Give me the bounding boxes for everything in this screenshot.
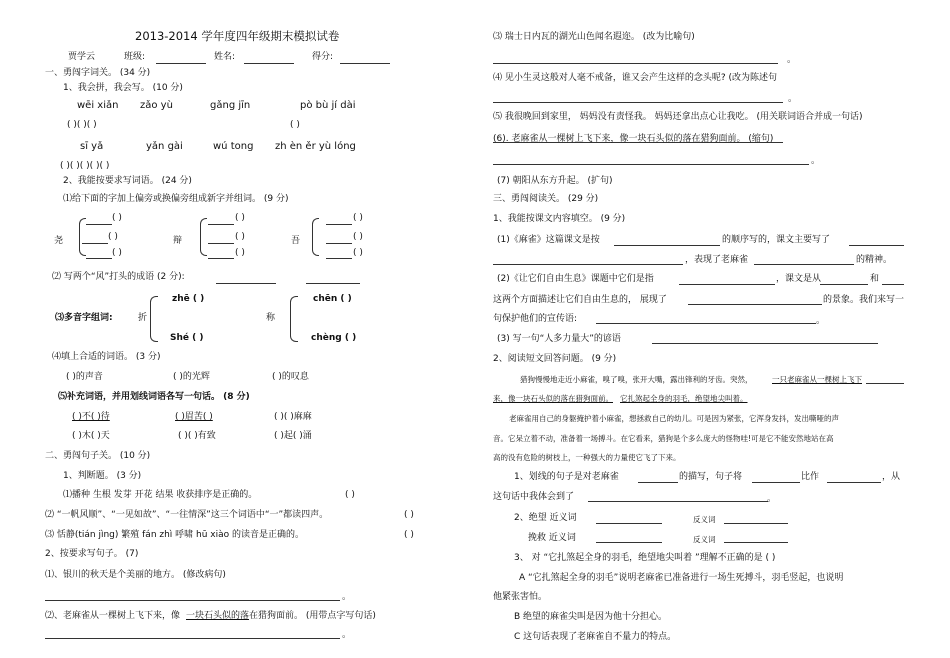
read-q2-juewang: 2、绝望 近义词 <box>514 513 577 523</box>
read-q1-part5: 这句话中我体会到了 <box>493 492 575 502</box>
judge-3-answer[interactable]: ( ) <box>404 530 414 540</box>
period: 。 <box>767 494 777 504</box>
fill-2-part4: 这两个方面描述让它们自由生息的， 展现了 <box>493 295 667 305</box>
fill-glory[interactable]: ( )的光辉 <box>173 372 210 382</box>
question-fill-words: ⑷填上合适的词语。 (3 分) <box>52 352 161 362</box>
judge-1: ⑴播种 生根 发芽 开花 结果 收获排序是正确的。 <box>63 490 258 500</box>
fill-2-blank-they[interactable] <box>679 284 775 285</box>
rewrite-2-blank[interactable] <box>45 638 340 639</box>
pinyin-weixian: wēi xiǎn <box>77 100 119 111</box>
juewang-synonym-blank[interactable] <box>596 523 662 524</box>
pinyin-wutong: wú tong <box>213 141 254 152</box>
rewrite-4-blank[interactable] <box>493 102 783 103</box>
fill-1-part3: ，表现了老麻雀 <box>685 255 749 265</box>
question-complete-idioms: ⑸补充词语，并用划线词语各写一句话。 (8 分) <box>58 392 250 402</box>
answer-parens-row1a[interactable]: ( )( )( ) <box>67 120 97 130</box>
fill-2-blank-slogan[interactable] <box>596 323 816 324</box>
fill-2-part5: 的景象。我们来写一 <box>823 295 905 305</box>
char-cheng: 称 <box>266 313 276 323</box>
question-radical: ⑴给下面的字加上偏旁或换偏旁组成新字并组词。 (9 分) <box>63 194 289 204</box>
fill-1-blank-spirit[interactable] <box>754 264 854 265</box>
char-zhe: 折 <box>138 313 148 323</box>
question-3-1: 1、我能按课文内容填空。 (9 分) <box>493 214 626 224</box>
idiom-qi-yong[interactable]: ( )起( )涌 <box>274 431 312 441</box>
fill-3: (3) 写一句“人多力量大”的谚语 <box>497 334 621 344</box>
blank-bian-3[interactable]: ( ) <box>235 248 245 258</box>
blank-yao-1[interactable]: ( ) <box>112 213 122 223</box>
passage-line-2a: 来，像一块石头似的落在猎狗面前。 <box>493 394 613 403</box>
char-yao: 尧 <box>54 236 64 246</box>
rewrite-2-part1: ⑵、老麻雀从一棵树上飞下来，像 <box>45 611 181 621</box>
answer-parens-row1b[interactable]: ( ) <box>290 120 300 130</box>
class-label: 班级: <box>124 52 146 62</box>
rewrite-2-part3: 在猎狗面前。 (用带点字写句话) <box>249 611 376 621</box>
pinyin-gangjin: gǎng jīn <box>210 100 251 111</box>
blank-yao-2[interactable]: ( ) <box>108 232 118 242</box>
rewrite-1-blank[interactable] <box>45 600 340 601</box>
read-q1-part4: ，从 <box>882 472 901 482</box>
rewrite-6-blank[interactable] <box>493 164 809 165</box>
read-q1-blank-3[interactable] <box>827 482 881 483</box>
blank-wu-2[interactable]: ( ) <box>353 232 363 242</box>
teacher-name: 贾学云 <box>68 52 96 62</box>
feng-idiom-blank-1[interactable] <box>216 283 276 284</box>
section-1-heading: 一、勇闯字词关。 (34 分) <box>45 68 151 78</box>
fill-1-part4: 的精神。 <box>856 255 893 265</box>
fill-2-blank-scene[interactable] <box>688 304 822 305</box>
read-q3: 3、 对 “它扎煞起全身的羽毛，绝望地尖叫着 ”理解不正确的是 ( ) <box>514 553 776 563</box>
option-b[interactable]: B 绝望的麻雀尖叫是因为他十分担心。 <box>514 612 668 622</box>
period: 。 <box>788 94 798 104</box>
period: 。 <box>811 156 821 166</box>
blank-yao-3[interactable]: ( ) <box>112 248 122 258</box>
idiom-mama[interactable]: ( )( )麻麻 <box>274 412 312 422</box>
juewang-antonym-blank[interactable] <box>724 523 788 524</box>
char-bian: 辩 <box>173 236 183 246</box>
question-polyphone: ⑶多音字组词: <box>55 313 113 323</box>
blank-bian-2[interactable]: ( ) <box>235 232 245 242</box>
wanjiu-antonym-label: 反义词 <box>693 535 716 544</box>
fill-2-blank-aspect1[interactable] <box>820 284 868 285</box>
wanjiu-antonym-blank[interactable] <box>724 542 788 543</box>
question-3-2: 2、阅读短文回答问题。 (9 分) <box>493 354 617 364</box>
fill-3-blank-proverb[interactable] <box>652 343 878 344</box>
pinyin-siya: sī yǎ <box>80 141 104 152</box>
option-c[interactable]: C 这句话表现了老麻雀自不量力的特点。 <box>514 632 677 642</box>
pinyin-pobujidai: pò bù jí dài <box>300 100 356 111</box>
pinyin-zhen-eryulong: zh èn ěr yù lóng <box>275 141 356 152</box>
read-q1-part2: 的描写，句子将 <box>679 472 743 482</box>
read-q1-blank-4[interactable] <box>588 501 768 502</box>
idiom-bu-dai[interactable]: ( )不( )待 <box>72 412 110 422</box>
exam-title: 2013-2014 学年度四年级期末模拟试卷 <box>135 29 340 43</box>
name-blank[interactable] <box>244 63 294 64</box>
question-1-2: 2、我能按要求写词语。 (24 分) <box>63 176 192 186</box>
score-blank[interactable] <box>340 63 390 64</box>
blank-wu-1[interactable]: ( ) <box>353 213 363 223</box>
brace-zhe <box>150 296 158 342</box>
brace-wu <box>312 218 319 256</box>
fill-2-part6: 句保护他们的宣传语: <box>493 314 578 324</box>
period: 。 <box>816 316 826 326</box>
fill-2-part3: 和 <box>870 274 880 284</box>
option-a-line1[interactable]: A “它扎煞起全身的羽毛”说明老麻雀已准备进行一场生死搏斗，羽毛竖起，也说明 <box>519 573 844 583</box>
score-label: 得分: <box>312 52 334 62</box>
period: 。 <box>342 592 352 602</box>
polyphone-zhe[interactable]: zhē ( ) <box>172 294 205 304</box>
pinyin-zaoyu: zǎo yù <box>140 100 173 111</box>
rewrite-4: ⑷ 见小生灵这般对人毫不戒备，谁又会产生这样的念头呢? (改为陈述句 <box>493 73 778 83</box>
fill-1-part2: 的顺序写的，课文主要写了 <box>722 235 831 245</box>
wanjiu-synonym-blank[interactable] <box>596 542 662 543</box>
passage-line-5: 高的没有危险的树枝上，一种强大的力量使它飞了下来。 <box>493 453 681 462</box>
fill-sound[interactable]: ( )的声音 <box>66 372 103 382</box>
read-q1-part1: 1、划线的句子是对老麻雀 <box>514 472 619 482</box>
judge-1-answer[interactable]: ( ) <box>345 490 355 500</box>
read-q1-part3: 比作 <box>801 472 820 482</box>
passage-line-1b: 一只老麻雀从一棵树上飞下 <box>772 375 862 384</box>
question-feng-idioms: ⑵ 写两个“风”打头的成语 (2 分): <box>52 272 185 282</box>
judge-2-answer[interactable]: ( ) <box>404 510 414 520</box>
read-q1-blank-2[interactable] <box>752 482 800 483</box>
idiom-meiku[interactable]: ( )眉苦( ) <box>175 412 213 422</box>
brace-cheng <box>290 296 298 342</box>
polyphone-cheng[interactable]: chèng ( ) <box>311 333 357 343</box>
rewrite-7: (7) 朝阳从东方升起。 (扩句) <box>497 176 613 186</box>
passage-line-2b: 它扎煞起全身的羽毛，绝望地尖叫着。 <box>620 394 748 403</box>
fill-sigh[interactable]: ( )的叹息 <box>272 372 309 382</box>
blank-wu-3[interactable]: ( ) <box>353 248 363 258</box>
option-a-line2: 他紧张害怕。 <box>493 592 548 602</box>
period: 。 <box>342 630 352 640</box>
question-1-1: 1、我会拼，我会写。 (10 分) <box>63 83 183 93</box>
polyphone-she[interactable]: Shé ( ) <box>170 333 204 343</box>
question-2-1: 1、判断题。 (3 分) <box>63 471 142 481</box>
fill-1-blank-content-2[interactable] <box>493 264 683 265</box>
idiom-youzhi[interactable]: ( )( )有致 <box>178 431 216 441</box>
section-3-heading: 三、勇闯阅读关。 (29 分) <box>493 194 599 204</box>
feng-idiom-blank-2[interactable] <box>306 283 360 284</box>
passage-line-1a: 猎狗慢慢地走近小麻雀，嗅了嗅，张开大嘴，露出锋利的牙齿。突然， <box>520 375 753 384</box>
passage-line-3: 老麻雀用自己的身躯掩护着小麻雀，想拯救自己的幼儿。可是因为紧张，它浑身发抖，发出嘶哑的声 <box>509 414 839 423</box>
judge-2: ⑵ “一帆风顺”、“一见如故”、“一往情深”这三个词语中“一”都读四声。 <box>45 510 329 520</box>
fill-1-blank-order[interactable] <box>614 245 720 246</box>
question-2-2: 2、按要求写句子。 (7) <box>45 549 139 559</box>
judge-3: ⑶ 恬静(tián jìng) 繁殖 fán zhì 呼啸 hū xiào 的读音是正确的。 <box>45 530 305 540</box>
brace-bian <box>200 218 207 256</box>
read-q1-blank-1[interactable] <box>638 482 678 483</box>
answer-parens-row2[interactable]: ( )( )( )( )( ) <box>60 161 110 171</box>
name-label: 姓名: <box>214 52 236 62</box>
char-wu: 吾 <box>291 236 301 246</box>
pinyin-yangai: yǎn gài <box>146 141 183 152</box>
rewrite-6: (6). 老麻雀从一棵树上飞下来，像一块石头似的落在猎狗面前。 (缩句) <box>493 134 774 144</box>
blank-bian-1[interactable]: ( ) <box>235 213 245 223</box>
fill-1-part1: (1)《麻雀》这篇课文是按 <box>497 235 600 245</box>
fill-1-blank-content[interactable] <box>849 245 904 246</box>
polyphone-chen[interactable]: chēn ( ) <box>313 294 352 304</box>
rewrite-2-keyword: 一块石头似的落 <box>186 611 250 621</box>
class-blank[interactable] <box>156 63 206 64</box>
juewang-antonym-label: 反义词 <box>693 515 716 524</box>
section-2-heading: 二、勇闯句子关。 (10 分) <box>45 451 151 461</box>
rewrite-5: ⑸ 我很晚回到家里， 妈妈没有责怪我。 妈妈还拿出点心让我吃。 (用关联词语合并成一句话) <box>493 112 863 122</box>
fill-2-part1: (2)《让它们自由生息》课题中它们是指 <box>497 274 654 284</box>
rewrite-1: ⑴、银川的秋天是个美丽的地方。 (修改病句) <box>45 570 226 580</box>
passage-line-4: 音。它呆立着不动，准备着一场搏斗。在它看来，猎狗是个多么庞大的怪物哇!可是它不能安然地站在高 <box>493 434 834 443</box>
period: 。 <box>787 55 797 65</box>
fill-2-part2: ，课文是从 <box>776 274 822 284</box>
brace-yao <box>79 218 86 256</box>
rewrite-3: ⑶ 瑞士日内瓦的湖光山色闻名遐迩。 (改为比喻句) <box>493 32 695 42</box>
idiom-mu-tian[interactable]: ( )木( )天 <box>72 431 110 441</box>
read-q2-wanjiu: 挽救 近义词 <box>528 533 576 543</box>
fill-2-blank-aspect2[interactable] <box>882 284 904 285</box>
rewrite-3-blank[interactable] <box>493 63 778 64</box>
